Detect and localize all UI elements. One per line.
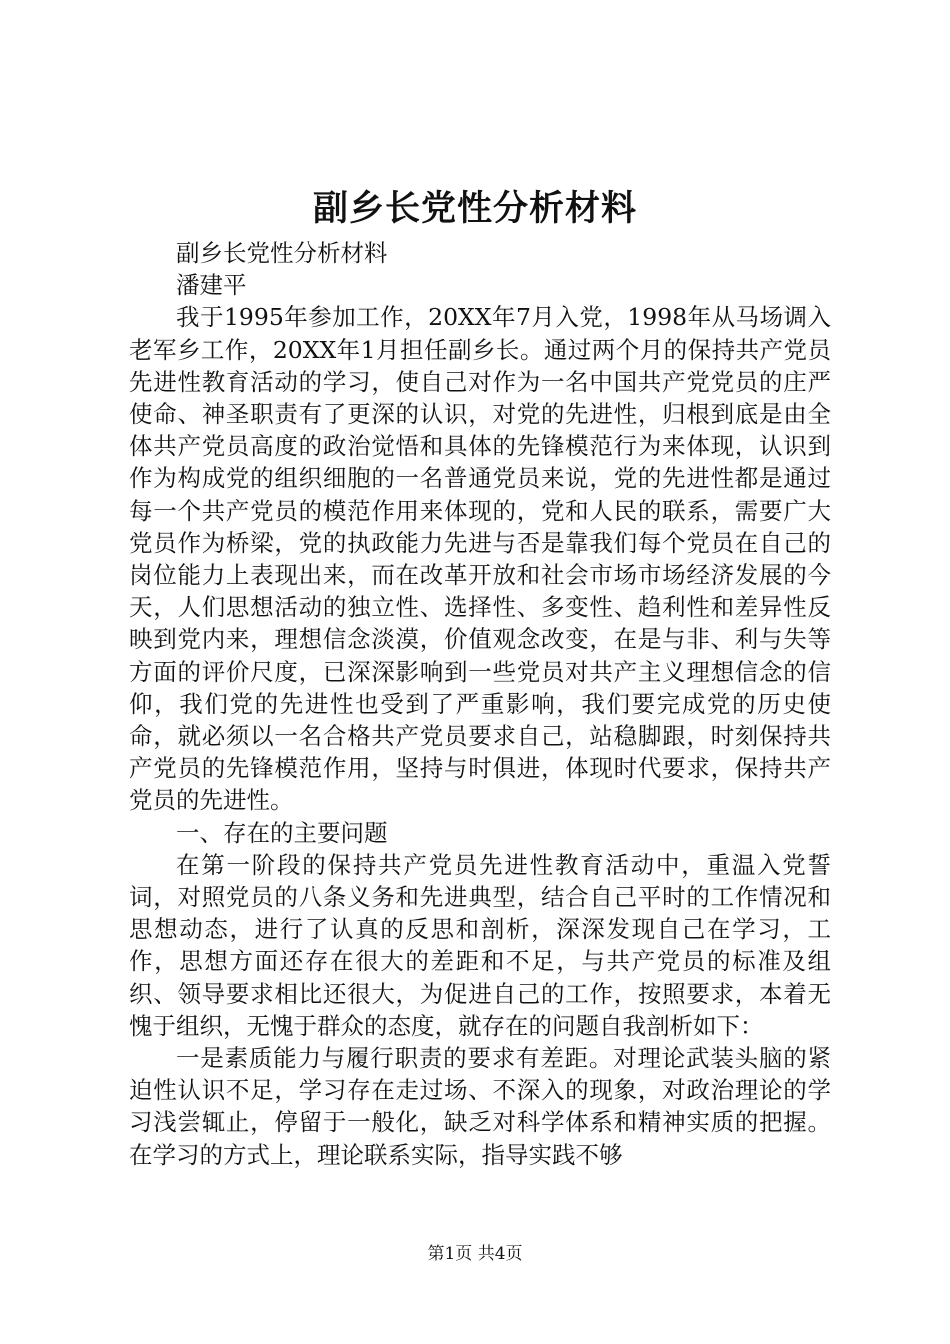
subtitle-line: 副乡长党性分析材料 (176, 239, 388, 267)
paragraph: 在第一阶段的保持共产党员先进性教育活动中，重温入党誓词，对照党员的八条义务和先进典型，结合自己平时的工作情况和思想动态，进行了认真的反思和剖析，深深发现自己在学习，工作，思想方面还存在很大的差距和不足，与共产党员的标准及组织、领导要求相比还很大，为促进自己的工作，按照要求，本着无愧于组织，无愧于群众的态度，就存在的问题自我剖析如下： (129, 850, 831, 1040)
document-body (129, 237, 831, 1171)
paragraph: 一是素质能力与履行职责的要求有差距。对理论武装头脑的紧迫性认识不足，学习存在走过场、不深入的现象，对政治理论的学习浅尝辄止，停留于一般化，缺乏对科学体系和精神实质的把握。在学习的方式上，理论联系实际，指导实践不够 (129, 1044, 831, 1169)
intro-paragraph: 我于1995年参加工作，20XX年7月入党，1998年从马场调入老军乡工作，20XX年1月担任副乡长。通过两个月的保持共产党员先进性教育活动的学习，使自己对作为一名中国共产党党员的庄严使命、神圣职责有了更深的认识，对党的先进性，归根到底是由全体共产党员高度的政治觉悟和具体的先锋模范行为来体现，认识到作为构成党的组织细胞的一名普通党员来说，党的先进性都是通过每一个共产党员的模范作用来体现的，党和人民的联系，需要广大党员作为桥梁，党的执政能力先进与否是靠我们每个党员在自己的岗位能力上表现出来，而在改革开放和社会市场市场经济发展的今天，人们思想活动的独立性、选择性、多变性、趋利性和差异性反映到党内来，理想信念淡漠，价值观念改变，在是与非、利与失等方面的评价尺度，已深深影响到一些党员对共产主义理想信念的信仰，我们党的先进性也受到了严重影响，我们要完成党的历史使命，就必须以一名合格共产党员要求自己，站稳脚跟，时刻保持共产党员的先锋模范作用，坚持与时俱进，体现时代要求，保持共产党员的先进性。 (129, 303, 831, 815)
author-line: 潘建平 (176, 271, 247, 300)
page-footer: 第1页 共4页 (427, 1244, 523, 1264)
section-heading: 一、存在的主要问题 (176, 818, 388, 847)
document-title: 副乡长党性分析材料 (312, 188, 637, 229)
